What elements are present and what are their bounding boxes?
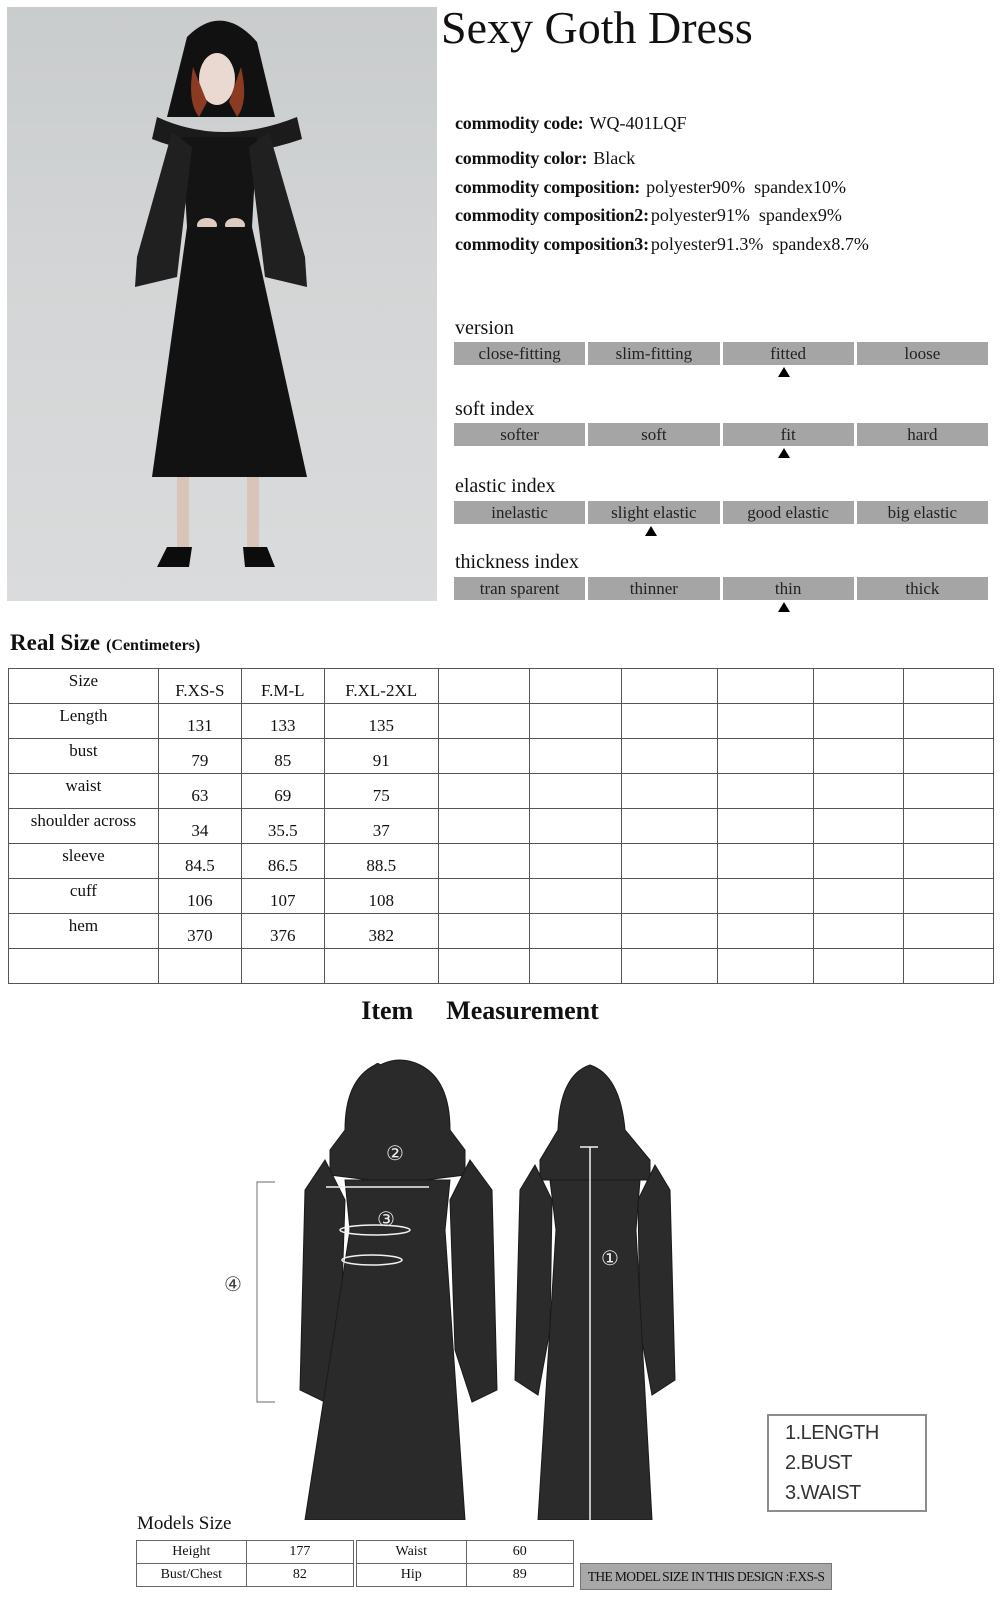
elastic-option: inelastic <box>454 501 585 524</box>
dress-flat-illustration <box>200 1050 700 1520</box>
marker-2: ② <box>386 1141 404 1165</box>
version-scale <box>454 342 988 365</box>
model-measure-value: 89 <box>466 1564 573 1587</box>
models-size-table-left <box>136 1540 354 1587</box>
version-option: slim-fitting <box>588 342 719 365</box>
elastic-option-selected: slight elastic <box>588 501 719 524</box>
model-measure-value: 177 <box>246 1541 353 1564</box>
attr-label: commodity color: <box>455 148 588 168</box>
legend-item-bust: 2.BUST <box>785 1452 853 1474</box>
table-row <box>357 1564 574 1587</box>
cell: 91 <box>324 739 438 774</box>
cell: 107 <box>241 879 324 914</box>
row-label: hem <box>9 914 159 949</box>
row-label: shoulder across <box>9 809 159 844</box>
model-measure-label: Hip <box>357 1564 467 1587</box>
thickness-option: tran sparent <box>454 577 585 600</box>
version-option: loose <box>857 342 988 365</box>
attr-label: commodity composition3: <box>455 234 649 254</box>
elastic-index-scale <box>454 501 988 524</box>
table-row-empty <box>9 949 994 984</box>
cell <box>158 949 241 984</box>
table-row <box>9 879 994 914</box>
version-option-selected: fitted <box>723 342 854 365</box>
table-row <box>9 774 994 809</box>
dress-model-illustration <box>7 7 437 601</box>
cell: 106 <box>158 879 241 914</box>
thickness-option-selected: thin <box>723 577 854 600</box>
table-header-row <box>9 669 994 704</box>
table-row <box>9 739 994 774</box>
cell: 108 <box>324 879 438 914</box>
real-size-title: Real Size <box>10 630 101 655</box>
version-option: close-fitting <box>454 342 585 365</box>
elastic-option: big elastic <box>857 501 988 524</box>
row-label: sleeve <box>9 844 159 879</box>
cell: 63 <box>158 774 241 809</box>
marker-1: ① <box>601 1246 619 1270</box>
table-header-cell: Size <box>9 669 159 704</box>
attr-commodity-composition <box>455 175 846 199</box>
table-row <box>9 914 994 949</box>
legend-item-waist: 3.WAIST <box>785 1482 861 1504</box>
thickness-option: thick <box>857 577 988 600</box>
cell: 79 <box>158 739 241 774</box>
cell: 35.5 <box>241 809 324 844</box>
model-measure-label: Bust/Chest <box>137 1564 247 1587</box>
cell: 133 <box>241 704 324 739</box>
attr-value: polyester91.3% spandex8.7% <box>650 234 869 254</box>
cell: 69 <box>241 774 324 809</box>
cell <box>241 949 324 984</box>
cell: 34 <box>158 809 241 844</box>
table-row <box>9 704 994 739</box>
cell: 84.5 <box>158 844 241 879</box>
models-size-table-right <box>356 1540 574 1587</box>
version-indicator-arrow-icon <box>778 367 790 377</box>
attr-commodity-composition2 <box>455 203 842 227</box>
row-label: cuff <box>9 879 159 914</box>
attr-label: commodity code: <box>455 113 584 133</box>
soft-indicator-arrow-icon <box>778 448 790 458</box>
model-measure-label: Height <box>137 1541 247 1564</box>
cell: 75 <box>324 774 438 809</box>
soft-index-label: soft index <box>455 398 535 420</box>
legend-item-length: 1.LENGTH <box>785 1422 879 1444</box>
cell: 376 <box>241 914 324 949</box>
real-size-heading <box>10 628 200 661</box>
item-measurement-title: Item Measurement <box>361 996 599 1025</box>
models-size-title: Models Size <box>137 1513 232 1534</box>
row-label: waist <box>9 774 159 809</box>
table-row <box>137 1564 354 1587</box>
product-photo <box>7 7 437 601</box>
cell: 37 <box>324 809 438 844</box>
version-label: version <box>455 317 514 339</box>
real-size-table <box>8 668 994 984</box>
elastic-indicator-arrow-icon <box>645 526 657 536</box>
cell: 131 <box>158 704 241 739</box>
thickness-index-scale <box>454 577 988 600</box>
attr-commodity-color <box>455 146 635 170</box>
soft-option-selected: fit <box>723 423 854 446</box>
attr-label: commodity composition: <box>455 177 641 197</box>
attr-value: Black <box>593 148 636 168</box>
attr-label: commodity composition2: <box>455 205 649 225</box>
table-row <box>9 809 994 844</box>
real-size-unit: (Centimeters) <box>106 637 201 654</box>
attr-commodity-composition3 <box>455 232 869 256</box>
marker-4: ④ <box>224 1272 242 1296</box>
cell <box>324 949 438 984</box>
model-measure-label: Waist <box>357 1541 467 1564</box>
measurement-legend <box>767 1414 927 1512</box>
product-title: Sexy Goth Dress <box>441 2 753 53</box>
model-measure-value: 60 <box>466 1541 573 1564</box>
soft-option: soft <box>588 423 719 446</box>
attr-commodity-code <box>455 111 686 135</box>
cell: 370 <box>158 914 241 949</box>
table-row <box>357 1541 574 1564</box>
measurement-diagram <box>200 1050 700 1520</box>
table-header-cell: F.M-L <box>241 669 324 704</box>
cell: 88.5 <box>324 844 438 879</box>
marker-3: ③ <box>377 1207 395 1231</box>
attr-value: WQ-401LQF <box>589 113 687 133</box>
thickness-indicator-arrow-icon <box>778 602 790 612</box>
cell: 382 <box>324 914 438 949</box>
thickness-option: thinner <box>588 577 719 600</box>
attr-value: polyester91% spandex9% <box>650 205 842 225</box>
soft-option: hard <box>857 423 988 446</box>
thickness-index-label: thickness index <box>455 551 579 573</box>
cell: 86.5 <box>241 844 324 879</box>
table-header-cell: F.XL-2XL <box>324 669 438 704</box>
table-header-cell: F.XS-S <box>158 669 241 704</box>
elastic-option: good elastic <box>723 501 854 524</box>
model-size-note: THE MODEL SIZE IN THIS DESIGN :F.XS-S <box>580 1563 832 1590</box>
row-label: bust <box>9 739 159 774</box>
row-label: Length <box>9 704 159 739</box>
model-measure-value: 82 <box>246 1564 353 1587</box>
table-row <box>137 1541 354 1564</box>
soft-option: softer <box>454 423 585 446</box>
row-label <box>9 949 159 984</box>
cell: 135 <box>324 704 438 739</box>
cell: 85 <box>241 739 324 774</box>
soft-index-scale <box>454 423 988 446</box>
attr-value: polyester90% spandex10% <box>646 177 847 197</box>
elastic-index-label: elastic index <box>455 475 556 497</box>
table-row <box>9 844 994 879</box>
